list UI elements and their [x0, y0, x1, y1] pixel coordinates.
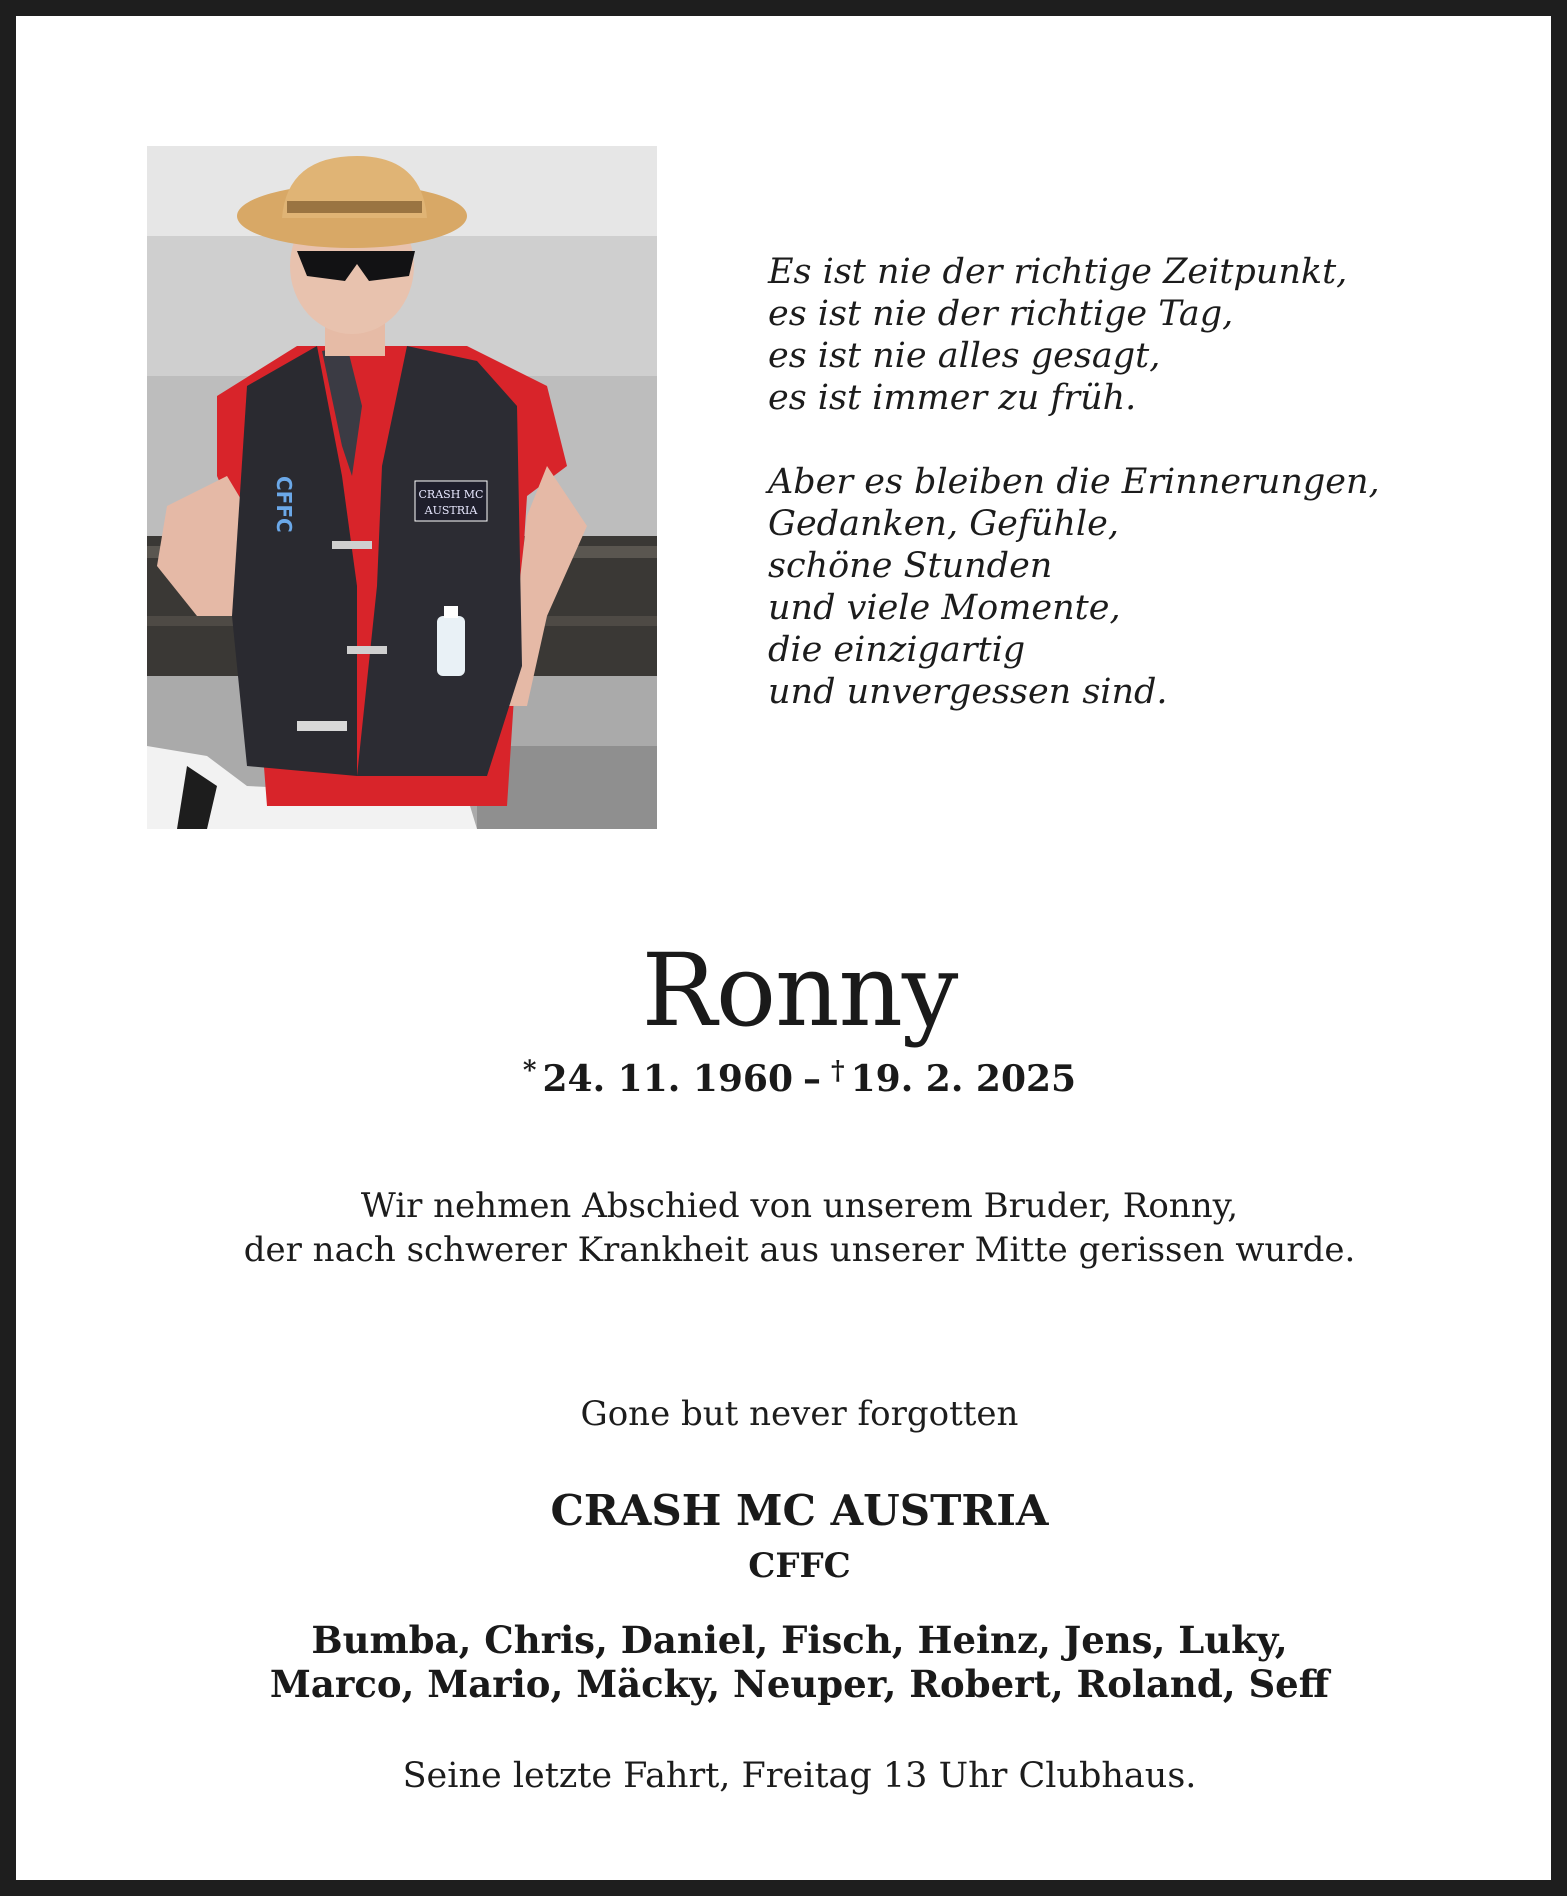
poem-line: Aber es bleiben die Erinnerungen, — [768, 462, 1380, 502]
vest-side-text: CFFC — [272, 476, 296, 533]
poem-line: Es ist nie der richtige Zeitpunkt, — [768, 252, 1348, 292]
tagline: Gone but never forgotten — [580, 1394, 1019, 1434]
poem-line: Gedanken, Gefühle, — [768, 504, 1119, 544]
portrait-illustration — [147, 146, 657, 829]
poem-stanza-2 — [768, 461, 1468, 713]
club-name: CRASH MC AUSTRIA — [550, 1486, 1049, 1535]
portrait-photo — [147, 146, 657, 829]
last-ride-notice: Seine letzte Fahrt, Freitag 13 Uhr Clubhaus. — [402, 1756, 1197, 1796]
member-line: Bumba, Chris, Daniel, Fisch, Heinz, Jens, Luky, — [311, 1618, 1288, 1662]
poem-line: es ist nie alles gesagt, — [768, 336, 1161, 376]
member-line: Marco, Mario, Mäcky, Neuper, Robert, Roland, Seff — [269, 1662, 1330, 1706]
poem-line: schöne Stunden — [768, 546, 1053, 586]
vest-patch-line1: CRASH MC — [418, 488, 484, 501]
farewell-text — [16, 1184, 1567, 1272]
birth-date: 24. 11. 1960 — [542, 1058, 794, 1100]
deceased-name: Ronny — [641, 932, 958, 1049]
life-dates — [16, 1056, 1567, 1100]
member-list — [16, 1618, 1567, 1706]
death-date: 19. 2. 2025 — [850, 1058, 1077, 1100]
poem-line: es ist immer zu früh. — [768, 378, 1137, 418]
poem-stanza-1 — [768, 251, 1468, 419]
poem — [768, 251, 1468, 755]
farewell-line: der nach schwerer Krankheit aus unserer Mitte gerissen wurde. — [243, 1230, 1356, 1270]
birth-symbol: * — [522, 1056, 537, 1086]
poem-line: und viele Momente, — [768, 588, 1121, 628]
poem-line: die einzigartig — [768, 630, 1026, 670]
poem-line: und unvergessen sind. — [768, 672, 1168, 712]
death-symbol: † — [831, 1056, 845, 1086]
date-dash: – — [803, 1058, 822, 1100]
vest-patch-line2: AUSTRIA — [424, 504, 478, 517]
poem-line: es ist nie der richtige Tag, — [768, 294, 1234, 334]
club-subname: CFFC — [748, 1546, 851, 1586]
farewell-line: Wir nehmen Abschied von unserem Bruder, Ronny, — [360, 1186, 1239, 1226]
